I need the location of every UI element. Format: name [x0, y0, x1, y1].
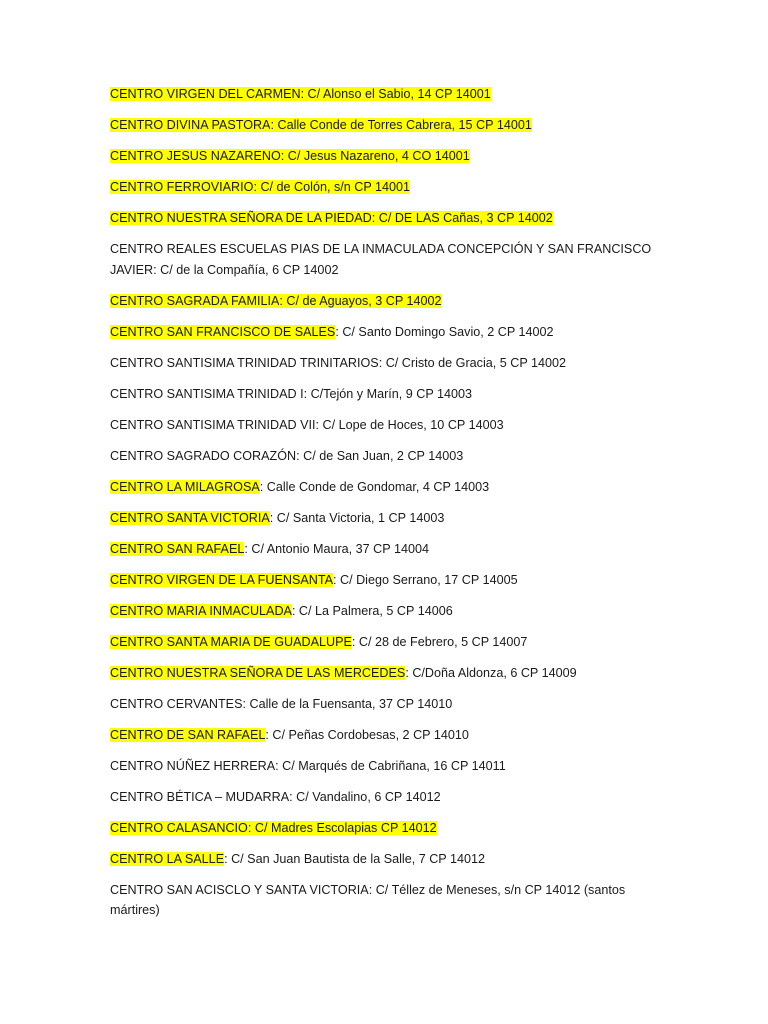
school-address: : C/ Vandalino, 6 CP 14012	[289, 789, 441, 804]
school-entry	[110, 787, 670, 808]
school-address: : C/ Alonso el Sabio, 14 CP 14001	[300, 87, 491, 101]
school-entry	[110, 239, 670, 280]
school-name: CENTRO VIRGEN DE LA FUENSANTA	[110, 572, 333, 587]
school-entry	[110, 384, 670, 405]
school-address: : C/ San Juan Bautista de la Salle, 7 CP 14012	[224, 851, 486, 866]
school-name: CENTRO BÉTICA – MUDARRA	[110, 789, 290, 804]
school-entry	[110, 415, 670, 436]
school-name: CENTRO DE SAN RAFAEL	[110, 727, 266, 742]
school-address: : C/ Marqués de Cabriñana, 16 CP 14011	[275, 758, 506, 773]
school-address: : C/ de San Juan, 2 CP 14003	[296, 448, 464, 463]
school-entry	[110, 84, 670, 105]
school-address: : C/ Jesus Nazareno, 4 CO 14001	[280, 149, 470, 163]
school-entry	[110, 477, 670, 498]
school-entry	[110, 146, 670, 167]
school-address: : C/ de Colón, s/n CP 14001	[253, 180, 411, 194]
school-entry	[110, 694, 670, 715]
school-entry	[110, 756, 670, 777]
school-name: CENTRO FERROVIARIO	[110, 180, 254, 194]
school-address: : C/ DE LAS Cañas, 3 CP 14002	[371, 211, 553, 225]
school-name: CENTRO SANTA MARIA DE GUADALUPE	[110, 634, 352, 649]
school-entry	[110, 508, 670, 529]
school-name: CENTRO SAGRADO CORAZÓN	[110, 448, 297, 463]
school-address: : Calle Conde de Torres Cabrera, 15 CP 14001	[270, 118, 532, 132]
school-address: : C/ Madres Escolapias CP 14012	[247, 820, 437, 835]
school-name: CENTRO NUESTRA SEÑORA DE LA PIEDAD	[110, 211, 372, 225]
school-name: CENTRO JESUS NAZARENO	[110, 149, 281, 163]
school-entry	[110, 353, 670, 374]
school-address: : C/ La Palmera, 5 CP 14006	[291, 603, 453, 618]
school-name: CENTRO NUESTRA SEÑORA DE LAS MERCEDES	[110, 665, 406, 680]
school-address: : C/ Santa Victoria, 1 CP 14003	[269, 510, 445, 525]
school-address: : C/ Cristo de Gracia, 5 CP 14002	[378, 355, 567, 370]
school-name: CENTRO CERVANTES	[110, 696, 243, 711]
school-entry	[110, 115, 670, 136]
school-name: CENTRO SAN RAFAEL	[110, 541, 245, 556]
school-name: CENTRO SAN FRANCISCO DE SALES	[110, 324, 336, 339]
school-name: CENTRO SANTISIMA TRINIDAD I	[110, 386, 304, 401]
school-entry	[110, 208, 670, 229]
school-address: : C/ Téllez de Meneses, s/n CP 14012 (santos mártires)	[110, 882, 626, 917]
school-address: : C/ Lope de Hoces, 10 CP 14003	[315, 417, 504, 432]
school-entry	[110, 849, 670, 870]
school-entry	[110, 570, 670, 591]
school-list	[110, 84, 670, 921]
school-name: CENTRO REALES ESCUELAS PIAS DE LA INMACULADA CONCEPCIÓN Y SAN FRANCISCO JAVIER	[110, 242, 652, 277]
school-name: CENTRO DIVINA PASTORA	[110, 118, 271, 132]
school-entry	[110, 725, 670, 746]
school-address: : Calle de la Fuensanta, 37 CP 14010	[242, 696, 453, 711]
school-entry	[110, 601, 670, 622]
school-address: : C/ Antonio Maura, 37 CP 14004	[244, 541, 429, 556]
school-entry	[110, 177, 670, 198]
school-address: : C/Tejón y Marín, 9 CP 14003	[303, 386, 473, 401]
school-name: CENTRO LA SALLE	[110, 851, 225, 866]
school-name: CENTRO SAGRADA FAMILIA	[110, 293, 280, 308]
school-entry	[110, 291, 670, 312]
document-page	[110, 84, 670, 931]
school-address: : C/ de la Compañía, 6 CP 14002	[153, 262, 339, 277]
school-address: : C/ 28 de Febrero, 5 CP 14007	[351, 634, 528, 649]
school-address: : C/ Santo Domingo Savio, 2 CP 14002	[335, 324, 554, 339]
school-entry	[110, 880, 670, 921]
school-name: CENTRO SANTISIMA TRINIDAD TRINITARIOS	[110, 355, 379, 370]
school-name: CENTRO SANTA VICTORIA	[110, 510, 270, 525]
school-entry	[110, 539, 670, 560]
school-name: CENTRO SANTISIMA TRINIDAD VII	[110, 417, 316, 432]
school-name: CENTRO CALASANCIO	[110, 820, 248, 835]
school-name: CENTRO SAN ACISCLO Y SANTA VICTORIA	[110, 882, 369, 897]
school-name: CENTRO MARIA INMACULADA	[110, 603, 292, 618]
school-address: : C/ Diego Serrano, 17 CP 14005	[333, 572, 518, 587]
school-entry	[110, 322, 670, 343]
school-entry	[110, 446, 670, 467]
school-entry	[110, 663, 670, 684]
school-address: : C/ de Aguayos, 3 CP 14002	[279, 293, 442, 308]
school-name: CENTRO LA MILAGROSA	[110, 479, 260, 494]
school-name: CENTRO VIRGEN DEL CARMEN	[110, 87, 301, 101]
school-name: CENTRO NÚÑEZ HERRERA	[110, 758, 276, 773]
school-address: : Calle Conde de Gondomar, 4 CP 14003	[259, 479, 490, 494]
school-address: : C/ Peñas Cordobesas, 2 CP 14010	[265, 727, 469, 742]
school-address: : C/Doña Aldonza, 6 CP 14009	[405, 665, 577, 680]
school-entry	[110, 632, 670, 653]
school-entry	[110, 818, 670, 839]
